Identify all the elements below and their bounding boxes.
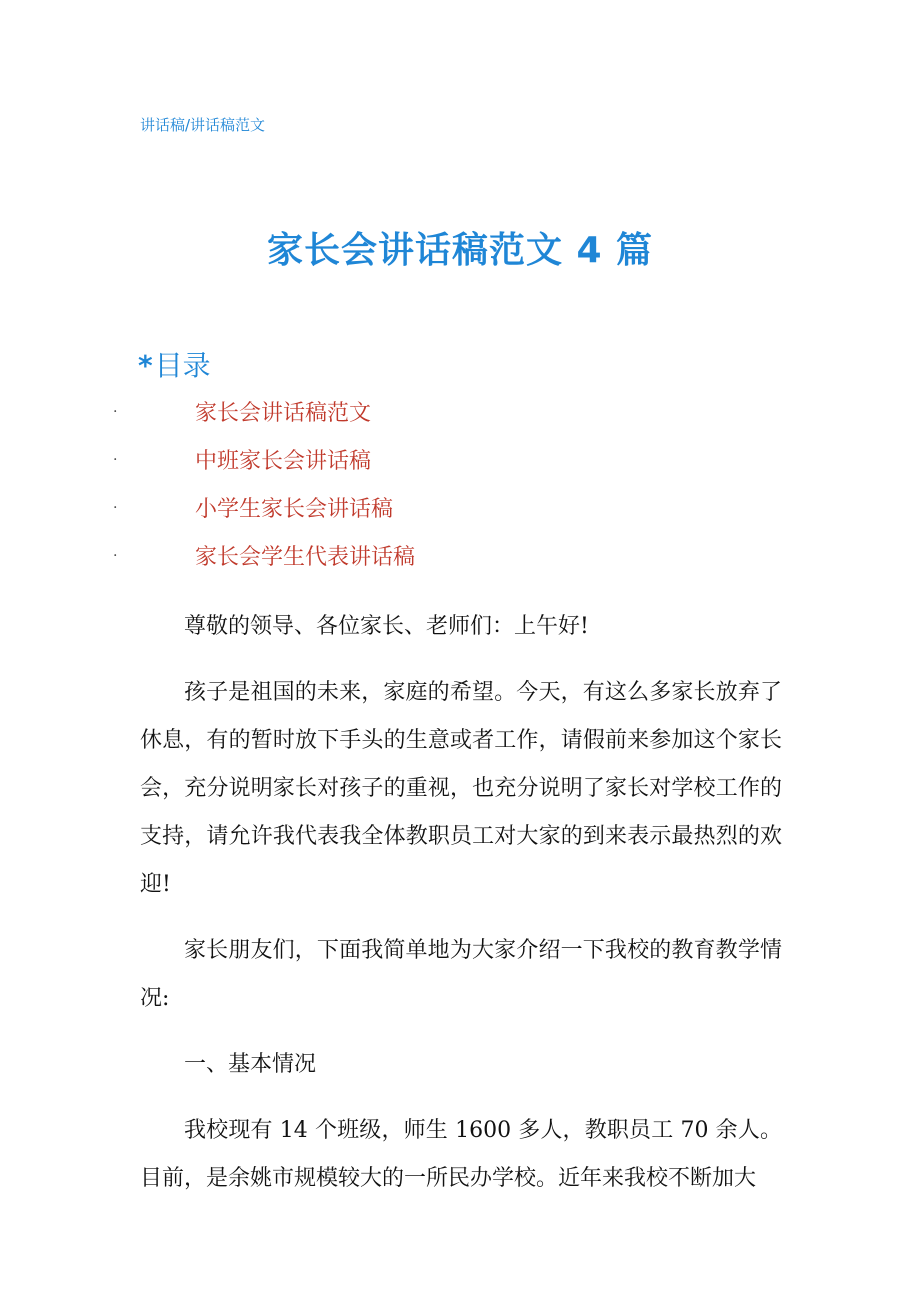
toc-heading-label: 目录 [154,349,211,382]
toc-bullet: . [113,544,118,560]
toc-item[interactable] [0,396,920,444]
page-title: 家长会讲话稿范文 4 篇 [266,230,654,271]
section-heading: 一、基本情况 [184,1052,317,1077]
toc-star-icon: * [138,349,153,382]
body-paragraph: 家长朋友们，下面我简单地为大家介绍一下我校的教育教学情况: [140,938,782,1011]
toc-bullet: . [113,448,118,464]
breadcrumb[interactable]: 讲话稿/讲话稿范文 [140,116,266,134]
toc-bullet: . [113,400,118,416]
table-of-contents [0,396,920,588]
toc-item[interactable] [0,540,920,588]
toc-link[interactable]: 中班家长会讲话稿 [195,449,372,474]
toc-item[interactable] [0,444,920,492]
toc-link[interactable]: 小学生家长会讲话稿 [195,497,394,522]
body-paragraph: 孩子是祖国的未来，家庭的希望。今天，有这么多家长放弃了休息，有的暂时放下手头的生意或者工作，请假前来参加这个家长会，充分说明家长对孩子的重视，也充分说明了家长对学校工作的支持，请允许我代表我全体教职员工对大家的到来表示最热烈的欢迎! [140,680,782,897]
toc-link[interactable]: 家长会讲话稿范文 [195,401,372,426]
greeting-paragraph: 尊敬的领导、各位家长、老师们：上午好! [184,614,589,639]
document-body [140,603,782,1203]
body-paragraph: 我校现有 14 个班级，师生 1600 多人，教职员工 70 余人。目前，是余姚市规模较大的一所民办学校。近年来我校不断加大 [140,1118,782,1191]
toc-item[interactable] [0,492,920,540]
toc-link[interactable]: 家长会学生代表讲话稿 [195,545,416,570]
toc-bullet: . [113,496,118,512]
toc-heading [138,344,211,384]
